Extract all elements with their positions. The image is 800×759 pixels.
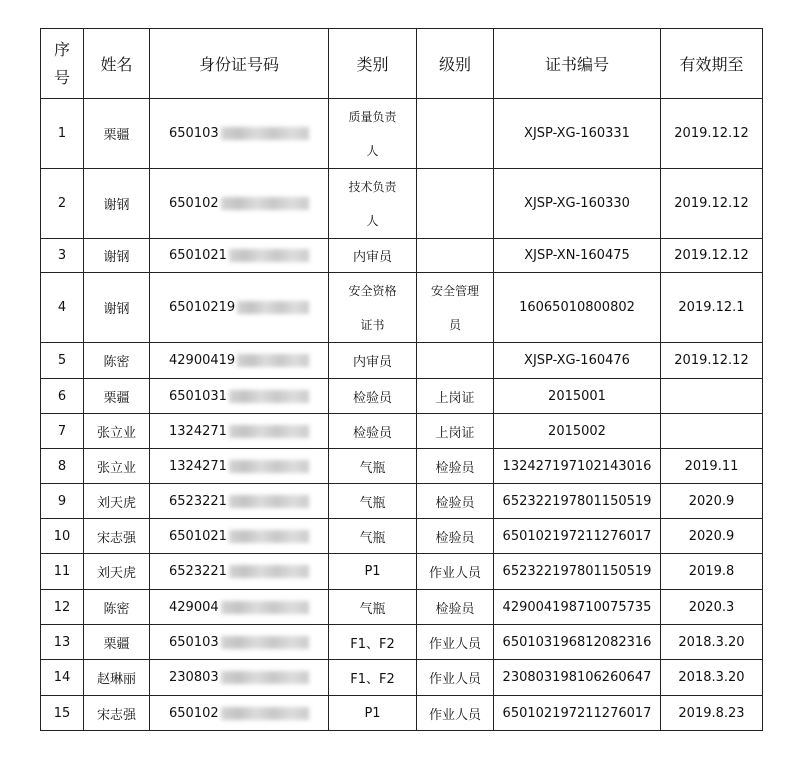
- row-name: 刘天虎: [84, 554, 150, 590]
- row-name: 谢钢: [84, 239, 150, 273]
- row-level: [417, 554, 494, 590]
- row-name: 栗疆: [84, 99, 150, 169]
- row-cert: 650103196812082316: [494, 625, 661, 660]
- table-row: [41, 169, 763, 239]
- row-category: [329, 696, 417, 731]
- row-number: 15: [41, 696, 84, 731]
- header-cert: 证书编号: [494, 29, 661, 99]
- row-number: 8: [41, 449, 84, 484]
- row-name: 谢钢: [84, 273, 150, 343]
- level-line: 作业人员: [428, 566, 481, 581]
- redaction-blur: [221, 636, 309, 649]
- row-cert: 16065010800802: [494, 273, 661, 343]
- id-visible-prefix: 6523221: [169, 493, 227, 509]
- id-visible-prefix: 1324271: [169, 458, 227, 474]
- row-expiry: 2019.12.1: [661, 273, 763, 343]
- row-expiry: 2019.8: [661, 554, 763, 590]
- row-category: [329, 449, 417, 484]
- table-row: [41, 239, 763, 273]
- redaction-blur: [229, 390, 309, 403]
- personnel-table: [40, 28, 763, 731]
- row-id: [150, 239, 329, 273]
- redaction-blur: [237, 301, 309, 314]
- row-name: 张立业: [84, 449, 150, 484]
- row-number: 9: [41, 484, 84, 519]
- row-category: [329, 484, 417, 519]
- row-id: [150, 343, 329, 379]
- row-category: [329, 239, 417, 273]
- row-expiry: [661, 414, 763, 449]
- row-level: [417, 239, 494, 273]
- row-expiry: 2018.3.20: [661, 625, 763, 660]
- redaction-blur: [221, 197, 309, 210]
- level-line: 安全管理: [430, 283, 479, 298]
- row-cert: 230803198106260647: [494, 660, 661, 696]
- row-cert: 429004198710075735: [494, 590, 661, 625]
- table-row: [41, 590, 763, 625]
- id-visible-prefix: 1324271: [169, 423, 227, 439]
- category-line: 气瓶: [359, 460, 386, 476]
- level-line: 员: [448, 317, 461, 332]
- row-level: [417, 484, 494, 519]
- row-cert: 652322197801150519: [494, 484, 661, 519]
- row-expiry: 2020.9: [661, 519, 763, 554]
- row-expiry: 2019.12.12: [661, 169, 763, 239]
- row-cert: 650102197211276017: [494, 519, 661, 554]
- id-visible-prefix: 65010219: [169, 300, 236, 315]
- level-line: 检验员: [435, 601, 475, 617]
- row-expiry: [661, 379, 763, 414]
- header-seq-line2: 号: [53, 67, 70, 87]
- row-level: [417, 625, 494, 660]
- row-cert: 2015001: [494, 379, 661, 414]
- header-name: 姓名: [84, 29, 150, 99]
- category-line: 内审员: [352, 355, 392, 370]
- row-expiry: 2018.3.20: [661, 660, 763, 696]
- id-visible-prefix: 650102: [169, 196, 219, 211]
- table-row: [41, 660, 763, 696]
- row-category: [329, 625, 417, 660]
- id-visible-prefix: 650102: [169, 705, 219, 721]
- row-number: 10: [41, 519, 84, 554]
- row-name: 刘天虎: [84, 484, 150, 519]
- level-line: 检验员: [435, 530, 475, 546]
- row-number: 14: [41, 660, 84, 696]
- row-level: [417, 379, 494, 414]
- row-level: [417, 519, 494, 554]
- row-level: [417, 273, 494, 343]
- category-line: F1、F2: [350, 636, 395, 652]
- category-line: 内审员: [352, 250, 392, 265]
- row-level: [417, 169, 494, 239]
- category-line: F1、F2: [350, 672, 395, 687]
- row-cert: 132427197102143016: [494, 449, 661, 484]
- redaction-blur: [237, 354, 309, 367]
- row-number: 3: [41, 239, 84, 273]
- row-expiry: 2020.9: [661, 484, 763, 519]
- row-level: [417, 343, 494, 379]
- row-level: [417, 590, 494, 625]
- category-line: 检验员: [352, 390, 392, 406]
- table-row: [41, 99, 763, 169]
- table-row: [41, 273, 763, 343]
- category-line: 气瓶: [359, 601, 386, 617]
- row-name: 宋志强: [84, 519, 150, 554]
- row-cert: 2015002: [494, 414, 661, 449]
- row-name: 栗疆: [84, 625, 150, 660]
- row-id: [150, 414, 329, 449]
- category-line: 人: [366, 143, 379, 158]
- category-line: 证书: [360, 317, 385, 332]
- row-category: [329, 519, 417, 554]
- redaction-blur: [229, 249, 309, 262]
- row-cert: XJSP-XG-160331: [494, 99, 661, 169]
- row-name: 宋志强: [84, 696, 150, 731]
- row-level: [417, 99, 494, 169]
- row-category: [329, 273, 417, 343]
- header-seq-line1: 序: [53, 39, 70, 59]
- level-line: 检验员: [435, 495, 475, 511]
- header-row: [41, 29, 763, 99]
- row-id: [150, 379, 329, 414]
- table-row: [41, 696, 763, 731]
- header-id: 身份证号码: [150, 29, 329, 99]
- row-id: [150, 625, 329, 660]
- table-row: [41, 625, 763, 660]
- row-number: 1: [41, 99, 84, 169]
- redaction-blur: [221, 707, 309, 720]
- category-line: 技术负责: [348, 179, 397, 194]
- id-visible-prefix: 42900419: [169, 353, 236, 368]
- header-category: 类别: [329, 29, 417, 99]
- row-category: [329, 169, 417, 239]
- table-row: [41, 519, 763, 554]
- category-line: P1: [364, 705, 381, 721]
- row-id: [150, 696, 329, 731]
- category-line: 检验员: [352, 425, 392, 441]
- row-id: [150, 660, 329, 696]
- id-visible-prefix: 650103: [169, 634, 219, 650]
- level-line: 作业人员: [428, 707, 481, 723]
- row-id: [150, 519, 329, 554]
- row-id: [150, 484, 329, 519]
- redaction-blur: [229, 425, 309, 438]
- table-row: [41, 554, 763, 590]
- row-name: 张立业: [84, 414, 150, 449]
- row-cert: 650102197211276017: [494, 696, 661, 731]
- row-expiry: 2019.8.23: [661, 696, 763, 731]
- level-line: 上岗证: [435, 425, 475, 441]
- row-category: [329, 414, 417, 449]
- id-visible-prefix: 429004: [169, 599, 219, 615]
- level-line: 作业人员: [428, 672, 481, 687]
- header-level: 级别: [417, 29, 494, 99]
- row-number: 4: [41, 273, 84, 343]
- level-line: 上岗证: [435, 390, 475, 406]
- row-level: [417, 696, 494, 731]
- category-line: P1: [364, 564, 381, 579]
- id-visible-prefix: 6501021: [169, 528, 227, 544]
- id-visible-prefix: 6501021: [169, 248, 227, 263]
- redaction-blur: [229, 460, 309, 473]
- row-expiry: 2020.3: [661, 590, 763, 625]
- table-row: [41, 343, 763, 379]
- row-name: 栗疆: [84, 379, 150, 414]
- row-level: [417, 660, 494, 696]
- row-id: [150, 169, 329, 239]
- row-number: 6: [41, 379, 84, 414]
- row-number: 2: [41, 169, 84, 239]
- row-category: [329, 660, 417, 696]
- row-id: [150, 554, 329, 590]
- redaction-blur: [221, 601, 309, 614]
- redaction-blur: [221, 671, 309, 684]
- row-name: 赵琳丽: [84, 660, 150, 696]
- redaction-blur: [229, 565, 309, 578]
- row-cert: XJSP-XG-160330: [494, 169, 661, 239]
- row-cert: 652322197801150519: [494, 554, 661, 590]
- row-id: [150, 273, 329, 343]
- row-number: 12: [41, 590, 84, 625]
- row-number: 5: [41, 343, 84, 379]
- redaction-blur: [229, 495, 309, 508]
- category-line: 安全资格: [348, 283, 397, 298]
- row-name: 陈密: [84, 343, 150, 379]
- id-visible-prefix: 6523221: [169, 564, 227, 579]
- row-expiry: 2019.11: [661, 449, 763, 484]
- row-number: 13: [41, 625, 84, 660]
- redaction-blur: [221, 127, 309, 140]
- row-level: [417, 449, 494, 484]
- category-line: 气瓶: [359, 530, 386, 546]
- table-body: [41, 99, 763, 731]
- row-cert: XJSP-XG-160476: [494, 343, 661, 379]
- row-expiry: 2019.12.12: [661, 343, 763, 379]
- row-expiry: 2019.12.12: [661, 239, 763, 273]
- id-visible-prefix: 230803: [169, 670, 219, 685]
- header-seq: [41, 29, 84, 99]
- table-row: [41, 449, 763, 484]
- header-expiry: 有效期至: [661, 29, 763, 99]
- id-visible-prefix: 6501031: [169, 388, 227, 404]
- row-id: [150, 449, 329, 484]
- category-line: 质量负责: [348, 109, 397, 124]
- row-cert: XJSP-XN-160475: [494, 239, 661, 273]
- row-id: [150, 590, 329, 625]
- category-line: 气瓶: [359, 495, 386, 511]
- row-id: [150, 99, 329, 169]
- row-category: [329, 99, 417, 169]
- row-category: [329, 379, 417, 414]
- row-category: [329, 343, 417, 379]
- level-line: 作业人员: [428, 636, 481, 652]
- redaction-blur: [229, 530, 309, 543]
- table-row: [41, 414, 763, 449]
- row-number: 11: [41, 554, 84, 590]
- table-row: [41, 484, 763, 519]
- row-level: [417, 414, 494, 449]
- id-visible-prefix: 650103: [169, 126, 219, 141]
- row-name: 陈密: [84, 590, 150, 625]
- row-name: 谢钢: [84, 169, 150, 239]
- row-category: [329, 554, 417, 590]
- row-expiry: 2019.12.12: [661, 99, 763, 169]
- level-line: 检验员: [435, 460, 475, 476]
- row-category: [329, 590, 417, 625]
- row-number: 7: [41, 414, 84, 449]
- category-line: 人: [366, 213, 379, 228]
- table-row: [41, 379, 763, 414]
